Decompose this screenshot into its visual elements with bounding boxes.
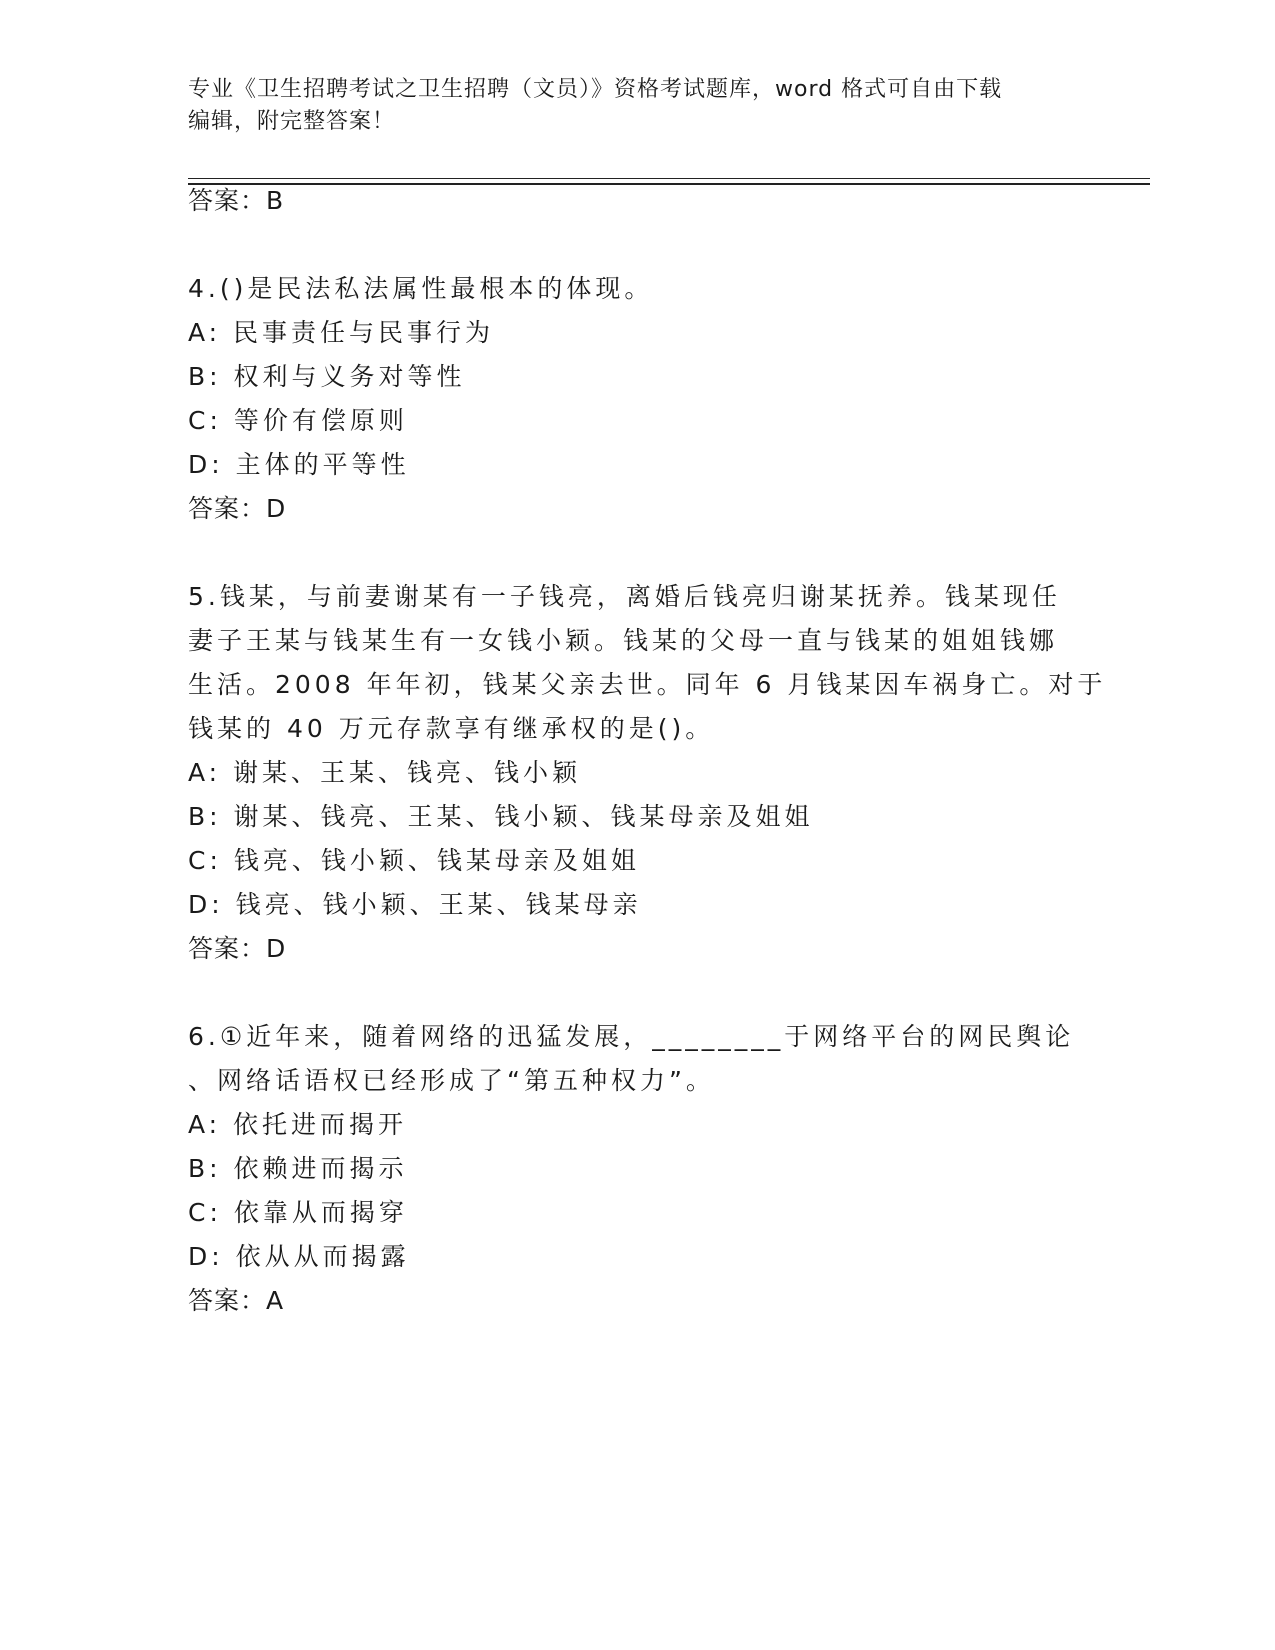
question-4-answer: 答案：D xyxy=(188,494,287,523)
answer-prev: 答案：B xyxy=(188,186,285,215)
question-5-stem-line-3: 生活。2008 年年初，钱某父亲去世。同年 6 月钱某因车祸身亡。对于 xyxy=(188,670,1107,699)
question-5-stem-line-1: 5.钱某，与前妻谢某有一子钱亮，离婚后钱亮归谢某抚养。钱某现任 xyxy=(188,582,1061,611)
question-6-option-d: D: 依从从而揭露 xyxy=(188,1242,410,1271)
header-line-2: 编辑，附完整答案！ xyxy=(188,109,396,134)
question-6-option-c: C: 依靠从而揭穿 xyxy=(188,1198,408,1227)
question-6-answer: 答案：A xyxy=(188,1286,285,1315)
question-6-stem-line-2: 、网络话语权已经形成了“第五种权力”。 xyxy=(188,1066,715,1095)
question-5-stem-line-4: 钱某的 40 万元存款享有继承权的是()。 xyxy=(188,714,715,743)
document-header xyxy=(188,74,1088,138)
question-5-option-a: A: 谢某、王某、钱亮、钱小颖 xyxy=(188,758,582,787)
question-5-answer: 答案：D xyxy=(188,934,287,963)
header-line-1: 专业《卫生招聘考试之卫生招聘（文员）》资格考试题库，word 格式可自由下载 xyxy=(188,77,1003,102)
question-6-option-a: A: 依托进而揭开 xyxy=(188,1110,408,1139)
question-4-option-d: D: 主体的平等性 xyxy=(188,450,410,479)
question-4-option-c: C: 等价有偿原则 xyxy=(188,406,408,435)
question-4-stem: 4.()是民法私法属性最根本的体现。 xyxy=(188,274,654,303)
question-4-option-b: B: 权利与义务对等性 xyxy=(188,362,466,391)
question-5-option-c: C: 钱亮、钱小颖、钱某母亲及姐姐 xyxy=(188,846,640,875)
question-5-option-b: B: 谢某、钱亮、王某、钱小颖、钱某母亲及姐姐 xyxy=(188,802,814,831)
question-5-option-d: D: 钱亮、钱小颖、王某、钱某母亲 xyxy=(188,890,642,919)
header-divider-thick xyxy=(188,183,1150,185)
question-6-stem-line-1: 6.①近年来，随着网络的迅猛发展，________于网络平台的网民舆论 xyxy=(188,1022,1075,1051)
question-4-option-a: A: 民事责任与民事行为 xyxy=(188,318,495,347)
question-5-stem-line-2: 妻子王某与钱某生有一女钱小颖。钱某的父母一直与钱某的姐姐钱娜 xyxy=(188,626,1059,655)
header-divider-thin xyxy=(188,178,1150,179)
question-6-option-b: B: 依赖进而揭示 xyxy=(188,1154,408,1183)
